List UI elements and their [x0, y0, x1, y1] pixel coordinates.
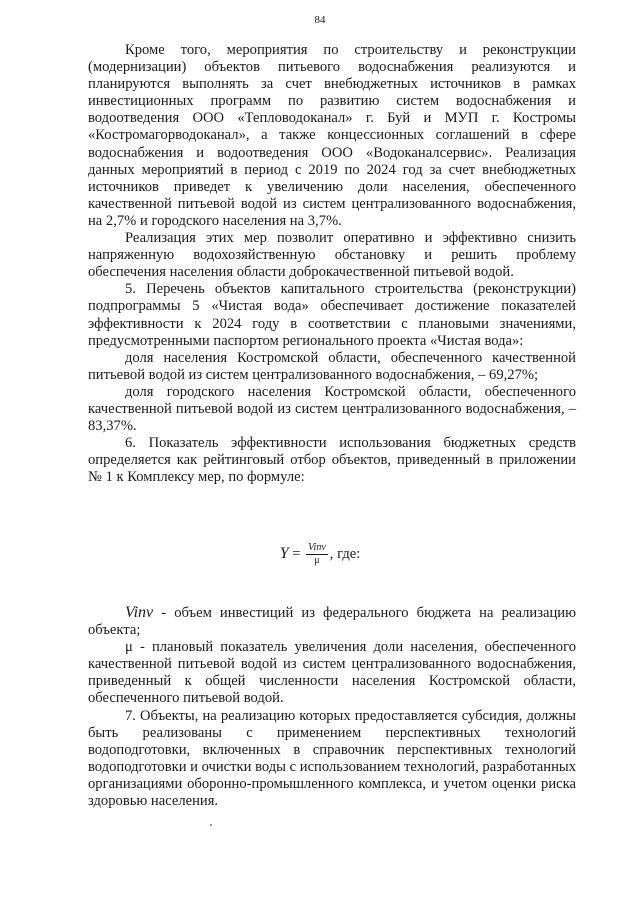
paragraph-indicator-regional: доля населения Костромской области, обеспеченного качественной питьевой водой из систем централизованного водоснабжения, – 69,27%; [88, 349, 576, 383]
formula-denominator: μ [314, 555, 320, 566]
definition-symbol-mu: μ [125, 639, 133, 656]
formula-equals: = [292, 545, 301, 562]
paragraph-item-7: 7. Объекты, на реализацию которых предоставляется субсидия, должны быть реализованы с применением перспективных технологий водоподготовки, включенных в справочник перспективных технологий водоподготовки и очистки воды с использованием технологий, разработанных организациями оборонно-промышленного комплекса, и учетом оценки риска здоровью населения. [88, 707, 576, 810]
paragraph-measures-effect: Реализация этих мер позволит оперативно и эффективно снизить напряженную водохозяйственную обстановку и решить проблему обеспечения населения области доброкачественной питьевой водой. [88, 230, 576, 281]
definition-symbol-vinv: Vinv [125, 604, 154, 621]
page-number: 84 [314, 14, 326, 26]
paragraph-indicator-urban: доля городского населения Костромской области, обеспеченного качественной питьевой водой из систем централизованного водоснабжения, – 83,37%. [88, 383, 576, 435]
formula-numerator: Vinv [308, 542, 326, 553]
definition-vinv [88, 604, 576, 639]
definition-text-vinv: - объем инвестиций из федерального бюджета на реализацию объекта; [88, 605, 576, 639]
paragraph-item-5: 5. Перечень объектов капитального строительства (реконструкции) подпрограммы 5 «Чистая вода» обеспечивает достижение показателей эффективности к 2024 году в соответствии с плановыми значениями, предусмотренными паспортом регионального проекта «Чистая вода»: [88, 281, 576, 349]
definition-mu [88, 639, 576, 707]
body-text-lower [88, 604, 576, 810]
body-text-upper [88, 42, 576, 486]
formula-lhs: Y [279, 544, 289, 562]
formula-suffix: , где: [329, 545, 361, 562]
definition-text-mu: - плановый показатель увеличения доли населения, обеспеченного качественной питьевой водой из систем централизованного водоснабжения, приведенный к общей численности населения Костромской области, обеспеченного питьевой водой. [88, 639, 576, 707]
paragraph-item-6: 6. Показатель эффективности использования бюджетных средств определяется как рейтинговый отбор объектов, приведенный в приложении № 1 к Комплексу мер, по формуле: [88, 435, 576, 486]
formula-fraction [306, 542, 328, 567]
scan-mark [210, 824, 212, 826]
paragraph-extrabudgetary-sources: Кроме того, мероприятия по строительству и реконструкции (модернизации) объектов питьевого водоснабжения реализуются и планируются выполнять за счет внебюджетных источников в рамках инвестиционных программ по развитию систем водоснабжения и водоотведения ООО «Тепловодоканал» г. Буй и МУП г. Костромы «Костромагорводоканал», а также концессионных соглашений в сфере водоснабжения и водоотведения ООО «Водоканалсервис». Реализация данных мероприятий в период с 2019 по 2024 год за счет внебюджетных источников приведет к увеличению доли населения, обеспеченного качественной питьевой водой из систем централизованного водоснабжения, на 2,7% и городского населения на 3,7%. [88, 42, 576, 229]
efficiency-formula [0, 542, 640, 567]
